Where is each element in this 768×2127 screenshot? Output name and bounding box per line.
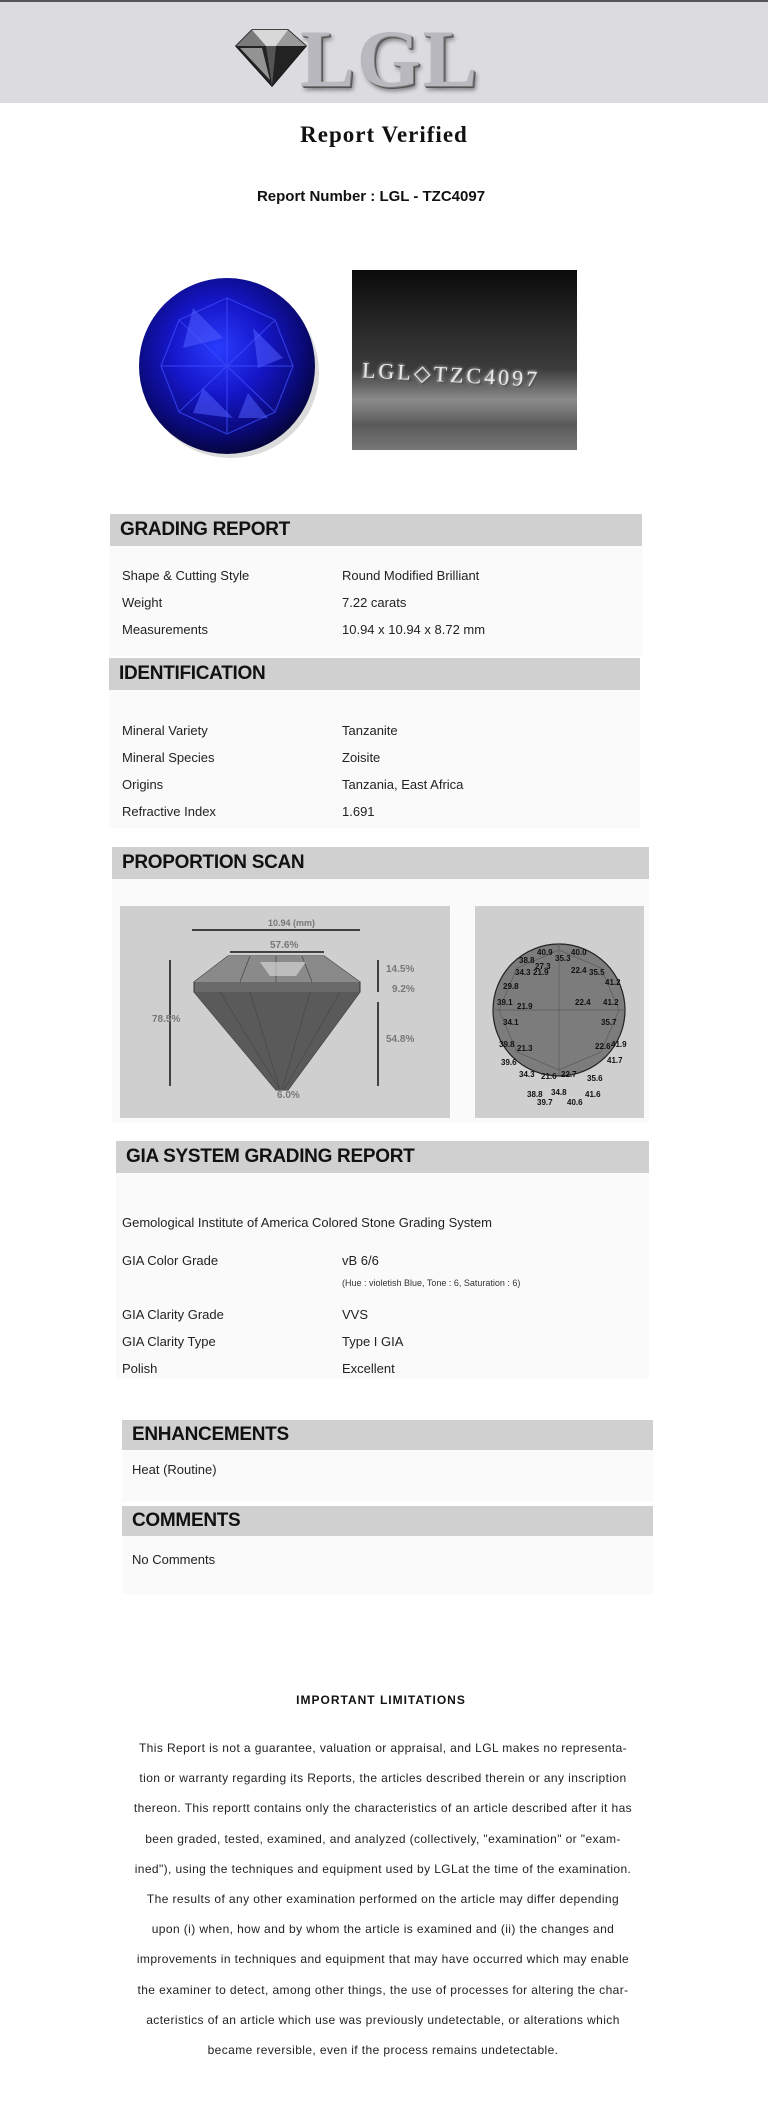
grading-report-heading: GRADING REPORT [110, 514, 642, 546]
identification-row-value: Tanzanite [342, 723, 398, 738]
crown-label: 14.5% [386, 964, 415, 975]
proportion-scan-heading: PROPORTION SCAN [112, 847, 649, 879]
grading-row-label: Measurements [122, 622, 208, 637]
top-view-value: 34.3 [519, 1070, 535, 1079]
top-view-value: 40.9 [537, 948, 553, 957]
top-view-value: 40.6 [567, 1098, 583, 1107]
girdle-label: 9.2% [392, 984, 415, 995]
limitations-line: improvements in techniques and equipment that may have occurred which may enable [136, 1952, 630, 1967]
top-view-value: 22.6 [595, 1042, 611, 1051]
top-view-value: 29.8 [503, 982, 519, 991]
top-view-value: 22.7 [561, 1070, 577, 1079]
enhancements-text: Heat (Routine) [132, 1462, 217, 1477]
top-view-value: 21.3 [517, 1044, 533, 1053]
gia-row-label: GIA Clarity Type [122, 1334, 216, 1349]
comments-heading: COMMENTS [122, 1506, 653, 1536]
pavilion-label: 54.8% [386, 1034, 415, 1045]
limitations-body [118, 1733, 648, 2065]
gia-row-label: Polish [122, 1361, 158, 1376]
top-view-value: 39.8 [499, 1040, 515, 1049]
limitations-title: IMPORTANT LIMITATIONS [296, 1693, 466, 1707]
top-view-value: 35.6 [587, 1074, 603, 1083]
top-view-value: 38.8 [527, 1090, 543, 1099]
table-label: 57.6% [270, 940, 299, 951]
limitations-line: ined"), using the techniques and equipment used by LGLat the time of the examination. [134, 1861, 632, 1876]
comments-text: No Comments [132, 1552, 216, 1567]
identification-row-label: Refractive Index [122, 804, 216, 819]
identification-row-label: Mineral Variety [122, 723, 208, 738]
limitations-line: upon (i) when, how and by whom the article is examined and (ii) the changes and [151, 1922, 615, 1937]
grading-row-label: Shape & Cutting Style [122, 568, 250, 583]
top-view-value: 39.7 [537, 1098, 553, 1107]
limitations-line: the examiner to detect, among other things, the use of processes for altering the char- [137, 1982, 629, 1997]
gia-row-value: vB 6/6 [342, 1253, 379, 1268]
diameter-label: 10.94 (mm) [268, 918, 316, 928]
top-view-diagram [475, 906, 644, 1118]
limitations-line: became reversible, even if the process remains undetectable. [207, 2043, 559, 2058]
limitations-line: thereon. This reportt contains only the characteristics of an article described after it has [133, 1801, 633, 1816]
gia-intro: Gemological Institute of America Colored Stone Grading System [122, 1215, 492, 1230]
limitations-line: acteristics of an article which use was previously undetectable, or alterations which [146, 2012, 620, 2027]
top-view-values [475, 906, 644, 1118]
top-view-value: 34.3 [515, 968, 531, 977]
logo-text: LGL [300, 13, 480, 104]
identification-row-label: Origins [122, 777, 164, 792]
tanzanite-photo [133, 268, 323, 458]
top-view-value: 21.6 [541, 1072, 557, 1081]
top-view-value: 21.9 [533, 968, 549, 977]
identification-row-value: Zoisite [342, 750, 381, 765]
top-view-value: 39.6 [501, 1058, 517, 1067]
gia-row-value: VVS [342, 1307, 369, 1322]
inscription-photo [352, 270, 577, 450]
top-view-value: 41.6 [585, 1090, 601, 1099]
identification-row-value: 1.691 [342, 804, 375, 819]
grading-row-label: Weight [122, 595, 163, 610]
gia-row-label: GIA Color Grade [122, 1253, 219, 1268]
gia-color-note: (Hue : violetish Blue, Tone : 6, Saturation : 6) [342, 1278, 521, 1288]
gia-row-value: Excellent [342, 1361, 395, 1376]
report-number: Report Number : LGL - TZC4097 [256, 188, 486, 205]
gia-row-label: GIA Clarity Grade [122, 1307, 224, 1322]
header-banner [0, 2, 768, 103]
limitations-line: tion or warranty regarding its Reports, the articles described therein or any inscription [139, 1771, 627, 1786]
top-view-value: 27.3 [535, 962, 551, 971]
diamond-icon [232, 24, 310, 90]
top-view-value: 35.7 [601, 1018, 617, 1027]
culet-label: 6.0% [277, 1090, 300, 1101]
page-title: Report Verified [300, 122, 468, 147]
limitations-line: This Report is not a guarantee, valuation or appraisal, and LGL makes no representa- [138, 1741, 628, 1755]
top-view-value: 22.4 [575, 998, 591, 1007]
identification-heading: IDENTIFICATION [109, 658, 640, 690]
top-view-value: 38.8 [519, 956, 535, 965]
grading-row-value: 7.22 carats [342, 595, 407, 610]
top-view-value: 34.8 [551, 1088, 567, 1097]
limitations-line: The results of any other examination performed on the article may differ depending [146, 1892, 620, 1907]
laser-inscription: LGL◇TZC4097 [361, 357, 541, 392]
gia-row-value: Type I GIA [342, 1334, 404, 1349]
total-depth-label: 78.5% [152, 1014, 181, 1025]
side-profile-diagram [120, 906, 450, 1118]
enhancements-heading: ENHANCEMENTS [122, 1420, 653, 1450]
top-view-value: 35.5 [589, 968, 605, 977]
gia-heading: GIA SYSTEM GRADING REPORT [116, 1141, 649, 1173]
top-view-value: 41.2 [605, 978, 621, 987]
top-view-value: 41.2 [603, 998, 619, 1007]
top-view-value: 41.9 [611, 1040, 627, 1049]
grading-row-value: 10.94 x 10.94 x 8.72 mm [342, 622, 486, 637]
top-view-value: 22.4 [571, 966, 587, 975]
top-view-value: 34.1 [503, 1018, 519, 1027]
identification-row-value: Tanzania, East Africa [342, 777, 464, 792]
limitations-line: been graded, tested, examined, and analyzed (collectively, "examination" or "exam- [145, 1831, 621, 1846]
grading-row-value: Round Modified Brilliant [342, 568, 480, 583]
top-view-value: 21.9 [517, 1002, 533, 1011]
top-view-value: 41.7 [607, 1056, 623, 1065]
top-view-value: 39.1 [497, 998, 513, 1007]
top-view-value: 35.3 [555, 954, 571, 963]
top-view-value: 40.0 [571, 948, 587, 957]
lgl-logo [232, 13, 488, 104]
identification-row-label: Mineral Species [122, 750, 215, 765]
